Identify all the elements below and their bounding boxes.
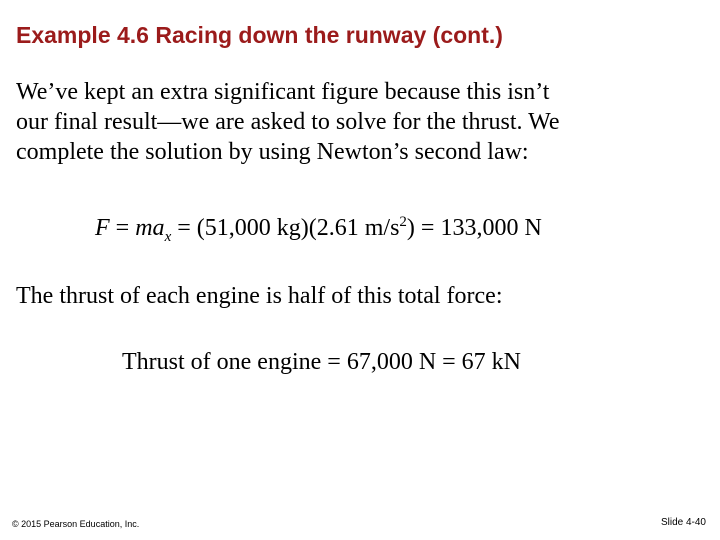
- slide-title: Example 4.6 Racing down the runway (cont.): [16, 22, 503, 48]
- equation-rhs-part2: ) = 133,000 N: [406, 215, 542, 241]
- intro-line: our final result—we are asked to solve for the thrust. We: [16, 109, 560, 135]
- intro-paragraph: [16, 77, 706, 167]
- result-line: Thrust of one engine = 67,000 N = 67 kN: [122, 349, 522, 375]
- equation-rhs-part1: = (51,000 kg)(2.61 m/s: [171, 215, 400, 241]
- newton-equation: [95, 213, 542, 243]
- slide-number: Slide 4-40: [660, 517, 706, 528]
- equation-subscript-x: x: [164, 228, 172, 245]
- intro-line: We’ve kept an extra significant figure because this isn’t: [16, 79, 550, 105]
- equation-ma-symbol: ma: [135, 215, 165, 241]
- equation-superscript-2: 2: [399, 214, 407, 230]
- copyright-footer: © 2015 Pearson Education, Inc.: [12, 519, 140, 529]
- equation-equals: =: [109, 215, 136, 241]
- thrust-paragraph: The thrust of each engine is half of this total force:: [16, 283, 503, 309]
- equation-force-symbol: F: [95, 215, 110, 241]
- intro-line: complete the solution by using Newton’s second law:: [16, 139, 529, 165]
